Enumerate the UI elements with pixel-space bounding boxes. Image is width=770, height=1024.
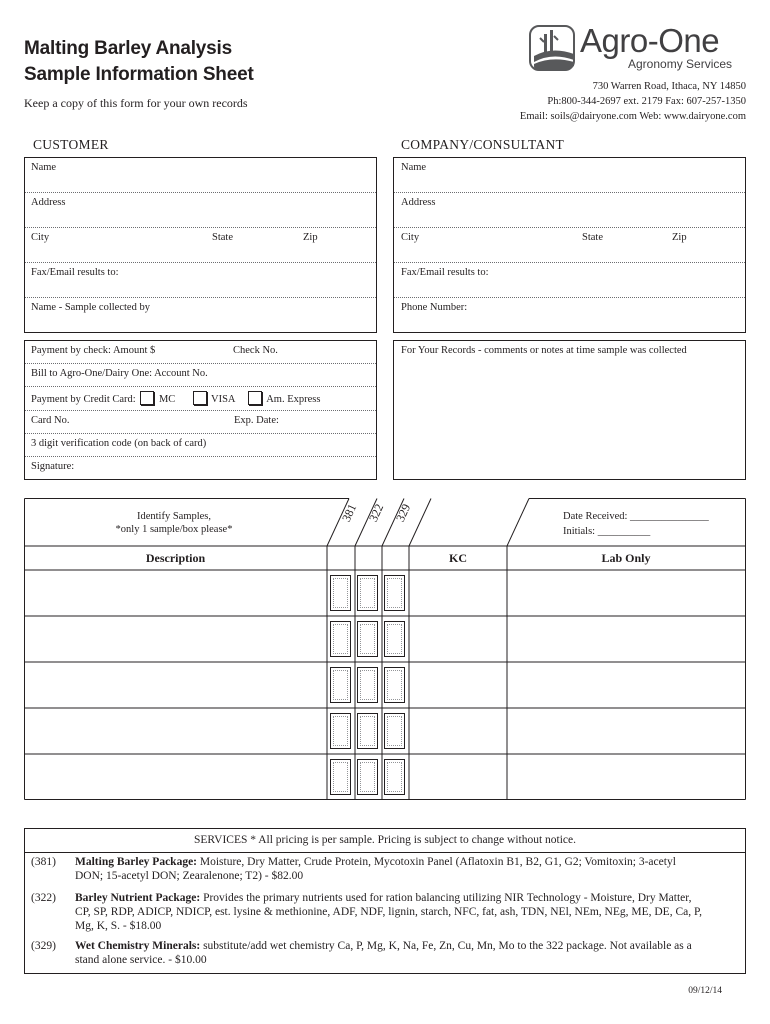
payment-check-amount-field[interactable]: Payment by check: Amount $ — [31, 345, 156, 356]
customer-address-field[interactable]: Address — [31, 197, 66, 208]
account-number-field[interactable]: Bill to Agro-One/Dairy One: Account No. — [31, 368, 208, 379]
customer-name-field[interactable]: Name — [31, 162, 57, 173]
agro-one-logo-icon — [528, 24, 578, 74]
service-329-text — [75, 939, 739, 967]
code-329-header: 329 — [393, 501, 414, 524]
subtitle: Keep a copy of this form for your own records — [24, 96, 248, 110]
sample-2-322-checkbox[interactable] — [357, 621, 378, 657]
customer-fax-email-field[interactable]: Fax/Email results to: — [31, 267, 119, 278]
service-322-desc-2: CP, SP, RDP, ADICP, NDICP, est. lysine & methionine, ADF, NDF, lignin, starch, NFC, fat, ash, TDN, NEl, NEm, NEg, ME, DE, Ca, P, — [75, 906, 702, 918]
records-box[interactable] — [393, 340, 746, 480]
payment-box — [24, 340, 377, 480]
company-state-field[interactable]: State — [582, 232, 603, 243]
sample-5-322-checkbox[interactable] — [357, 759, 378, 795]
contact-email-web: Email: soils@dairyone.com Web: www.dairyone.com — [519, 111, 746, 122]
date-received-field[interactable]: Date Received: _______________ — [563, 511, 709, 522]
sample-2-description-input[interactable] — [26, 618, 325, 660]
page-title — [24, 36, 254, 88]
customer-city-field[interactable]: City — [31, 232, 50, 243]
service-329-name: Wet Chemistry Minerals: — [75, 940, 201, 952]
sample-4-329-checkbox[interactable] — [384, 713, 405, 749]
company-heading: COMPANY/CONSULTANT — [401, 137, 565, 152]
service-381-text — [75, 855, 739, 883]
exp-date-field[interactable]: Exp. Date: — [234, 415, 279, 426]
service-381-desc-1: Moisture, Dry Matter, Crude Protein, Mycotoxin Panel (Aflatoxin B1, B2, G1, G2; Vomitoxin; 3-acetyl — [197, 856, 676, 868]
contact-address: 730 Warren Road, Ithaca, NY 14850 — [592, 81, 746, 92]
samples-table — [24, 498, 746, 800]
service-322-text — [75, 891, 739, 933]
identify-line-1: Identify Samples, — [136, 511, 212, 522]
amex-label: Am. Express — [266, 394, 321, 405]
customer-box — [24, 157, 377, 333]
sample-4-381-checkbox[interactable] — [330, 713, 351, 749]
sample-2-381-checkbox[interactable] — [330, 621, 351, 657]
title-line-2: Sample Information Sheet — [24, 64, 254, 85]
company-fax-email-field[interactable]: Fax/Email results to: — [401, 267, 489, 278]
services-header — [25, 834, 745, 846]
sample-1-322-checkbox[interactable] — [357, 575, 378, 611]
customer-heading: CUSTOMER — [33, 137, 109, 152]
sample-1-description-input[interactable] — [26, 572, 325, 614]
sample-1-329-checkbox[interactable] — [384, 575, 405, 611]
identify-line-2: *only 1 sample/box please* — [115, 524, 233, 535]
records-label: For Your Records - comments or notes at time sample was collected — [401, 345, 687, 356]
card-number-field[interactable]: Card No. — [31, 415, 70, 426]
service-322-desc-3: Mg, K, S. - $18.00 — [75, 920, 162, 932]
kc-column-header: KC — [449, 551, 467, 565]
contact-phone: Ph:800-344-2697 ext. 2179 Fax: 607-257-1350 — [547, 96, 746, 107]
services-box — [24, 828, 746, 974]
contact-info — [520, 79, 746, 124]
sample-3-322-checkbox[interactable] — [357, 667, 378, 703]
service-322-name: Barley Nutrient Package: — [75, 892, 201, 904]
customer-state-field[interactable]: State — [212, 232, 233, 243]
company-name-field[interactable]: Name — [401, 162, 427, 173]
service-329-desc-1: substitute/add wet chemistry Ca, P, Mg, K, Na, Fe, Zn, Cu, Mn, Mo to the 322 package. Not available as a — [200, 940, 692, 952]
company-address-field[interactable]: Address — [401, 197, 436, 208]
description-column-header: Description — [145, 551, 206, 565]
visa-label: VISA — [210, 394, 235, 405]
service-322 — [31, 891, 739, 935]
sample-5-description-input[interactable] — [26, 756, 325, 798]
lab-receipt-info — [563, 509, 709, 539]
sample-3-description-input[interactable] — [26, 664, 325, 706]
check-number-field[interactable]: Check No. — [233, 345, 278, 356]
sample-2-329-checkbox[interactable] — [384, 621, 405, 657]
initials-field[interactable]: Initials: __________ — [563, 526, 651, 537]
mc-label: MC — [158, 394, 176, 405]
sample-3-329-checkbox[interactable] — [384, 667, 405, 703]
credit-card-row — [31, 391, 320, 405]
code-381-header: 381 — [339, 501, 360, 524]
company-phone-field[interactable]: Phone Number: — [401, 302, 468, 313]
service-322-code: (322) — [31, 892, 56, 904]
services-header-text: SERVICES * All pricing is per sample. Pricing is subject to change without notice. — [193, 834, 577, 846]
form-date: 09/12/14 — [688, 986, 722, 996]
service-329-code: (329) — [31, 940, 56, 952]
sample-1-381-checkbox[interactable] — [330, 575, 351, 611]
service-381-code: (381) — [31, 856, 56, 868]
service-381 — [31, 855, 739, 885]
logo-tagline: Agronomy Services — [628, 57, 733, 71]
company-city-field[interactable]: City — [401, 232, 420, 243]
logo-name: Agro-One — [580, 22, 720, 59]
service-381-name: Malting Barley Package: — [75, 856, 198, 868]
customer-collected-by-field[interactable]: Name - Sample collected by — [31, 302, 150, 313]
company-box — [393, 157, 746, 333]
sample-3-381-checkbox[interactable] — [330, 667, 351, 703]
mc-checkbox[interactable] — [140, 391, 154, 405]
sample-5-329-checkbox[interactable] — [384, 759, 405, 795]
service-322-desc-1: Provides the primary nutrients used for ration balancing utilizing NIR Technology - Moisture, Dry Matter, — [200, 892, 692, 904]
service-329-desc-2: stand alone service. - $10.00 — [75, 954, 207, 966]
lab-only-column-header: Lab Only — [601, 551, 651, 565]
credit-card-label: Payment by Credit Card: — [31, 394, 136, 405]
sample-5-381-checkbox[interactable] — [330, 759, 351, 795]
sample-4-322-checkbox[interactable] — [357, 713, 378, 749]
sample-4-description-input[interactable] — [26, 710, 325, 752]
company-zip-field[interactable]: Zip — [672, 232, 687, 243]
identify-samples-note — [24, 510, 324, 536]
title-line-1: Malting Barley Analysis — [24, 38, 232, 59]
signature-field[interactable]: Signature: — [31, 461, 75, 472]
code-322-header: 322 — [366, 501, 387, 524]
amex-checkbox[interactable] — [248, 391, 262, 405]
service-329 — [31, 939, 739, 969]
visa-checkbox[interactable] — [193, 391, 207, 405]
customer-zip-field[interactable]: Zip — [303, 232, 318, 243]
verification-code-field[interactable]: 3 digit verification code (on back of card) — [31, 438, 207, 449]
service-381-desc-2: DON; 15-acetyl DON; Zearalenone; T2) - $82.00 — [75, 870, 304, 882]
